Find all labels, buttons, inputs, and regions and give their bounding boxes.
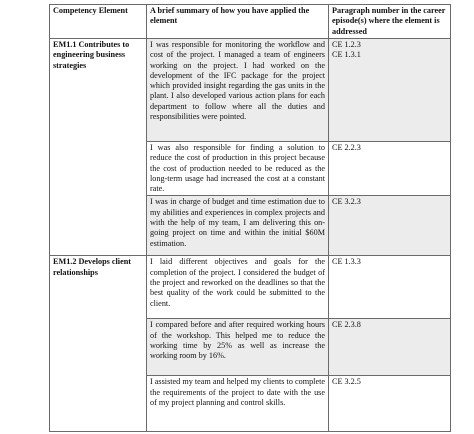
paragraph-cell (329, 196, 451, 256)
competency-element-cell: EM1.1 Contributes to engineering business strategies (50, 39, 147, 256)
paragraph-cell (329, 256, 451, 319)
header-summary: A brief summary of how you have applied the element (147, 5, 329, 39)
paragraph-ref: CE 2.3.8 (332, 320, 361, 330)
summary-cell: I was also responsible for finding a solution to reduce the cost of production in this project because the cost of production needed to be reduced as the long-term usage had increased the cost at a constant rate. (147, 142, 329, 196)
summary-cell: I was in charge of budget and time estimation due to my abilities and experiences in complex projects and with the help of my team, I am delivering this on-going project on time and within the initial $60M estimation. (147, 196, 329, 256)
summary-cell: I compared before and after required working hours of the workshop. This helped me to reduce the working time by 25% as well as increase the working room by 16%. (147, 319, 329, 376)
paragraph-cell (329, 39, 451, 142)
summary-cell: I laid different objectives and goals for the completion of the project. I considered the budget of the project and reworked on the deadlines so that the best quality of the work could be submitted to the client. (147, 256, 329, 319)
summary-cell: I was responsible for monitoring the workflow and cost of the project. I managed a team of engineers working on the project. I had worked on the development of the IFC package for the project which provided insight regarding the gas units in the plant. I also developed various action plans for each department to follow where all the duties and responsibilities were pointed. (147, 39, 329, 142)
paragraph-ref: CE 2.2.3 (332, 143, 361, 152)
paragraph-ref: CE 3.2.5 (332, 377, 361, 387)
table-row (50, 256, 451, 319)
header-competency-element: Competency Element (50, 5, 147, 39)
summary-cell: I assisted my team and helped my clients to complete the requirements of the project to date with the use of my project planning and control skills. (147, 376, 329, 432)
paragraph-cell (329, 376, 451, 432)
paragraph-ref: CE 3.2.3 (332, 197, 361, 207)
paragraph-cell (329, 142, 451, 196)
paragraph-ref: CE 1.3.1 (332, 50, 361, 60)
table-header-row (50, 5, 451, 39)
competency-table (49, 4, 451, 432)
competency-element-cell: EM1.2 Develops client relationships (50, 256, 147, 432)
paragraph-ref: CE 1.2.3 (332, 40, 361, 49)
header-paragraph-number: Paragraph number in the career episode(s) where the element is addressed (329, 5, 451, 39)
table-row (50, 39, 451, 142)
paragraph-cell (329, 319, 451, 376)
paragraph-ref: CE 1.3.3 (332, 257, 361, 267)
